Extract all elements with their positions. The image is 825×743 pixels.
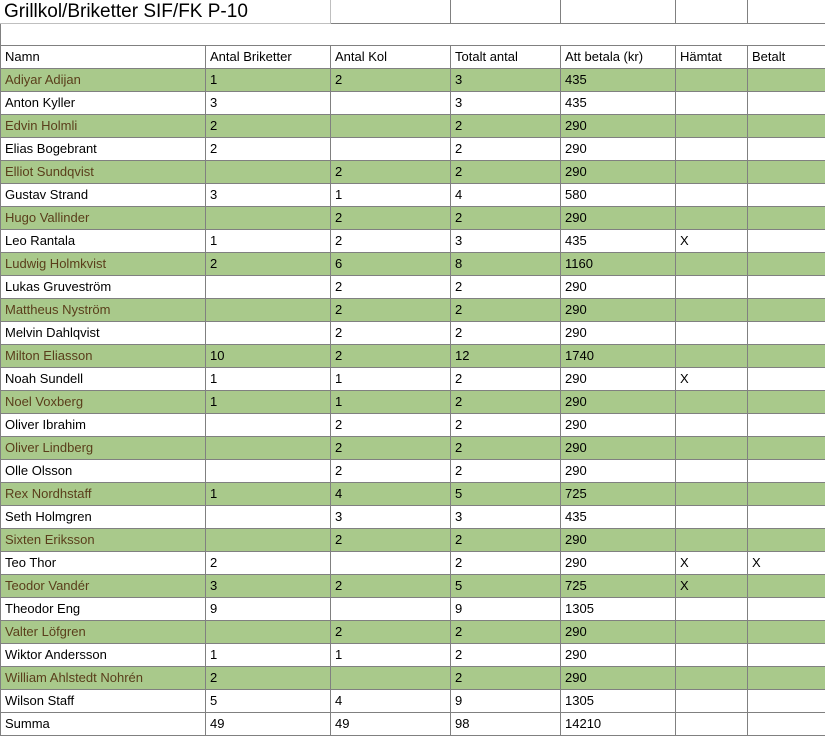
table-row[interactable] <box>1 460 825 483</box>
cell-att-betala[interactable]: 435 <box>561 230 676 253</box>
table-row[interactable] <box>1 115 825 138</box>
cell-totalt-antal[interactable]: 3 <box>451 506 561 529</box>
cell-betalt[interactable] <box>748 345 825 368</box>
table-row[interactable] <box>1 161 825 184</box>
cell-betalt[interactable] <box>748 207 825 230</box>
cell-antal-kol[interactable]: 2 <box>331 437 451 460</box>
cell-antal-kol[interactable]: 2 <box>331 575 451 598</box>
table-row[interactable] <box>1 253 825 276</box>
cell-hamtat[interactable] <box>676 644 748 667</box>
cell-namn[interactable]: Hugo Vallinder <box>1 207 206 230</box>
table-row[interactable] <box>1 207 825 230</box>
cell-namn[interactable]: Sixten Eriksson <box>1 529 206 552</box>
title-blank-cell-2[interactable] <box>451 1 561 24</box>
cell-antal-kol[interactable]: 2 <box>331 621 451 644</box>
cell-att-betala[interactable]: 290 <box>561 621 676 644</box>
cell-att-betala[interactable]: 1305 <box>561 598 676 621</box>
cell-namn[interactable]: Teo Thor <box>1 552 206 575</box>
cell-antal-briketter[interactable]: 1 <box>206 368 331 391</box>
cell-totalt-antal[interactable]: 2 <box>451 621 561 644</box>
table-row[interactable] <box>1 598 825 621</box>
table-row[interactable] <box>1 138 825 161</box>
cell-antal-kol[interactable]: 1 <box>331 644 451 667</box>
cell-namn[interactable]: Elias Bogebrant <box>1 138 206 161</box>
cell-totalt-antal[interactable]: 3 <box>451 230 561 253</box>
cell-hamtat[interactable] <box>676 506 748 529</box>
table-row[interactable] <box>1 621 825 644</box>
cell-namn[interactable]: Noah Sundell <box>1 368 206 391</box>
cell-betalt[interactable] <box>748 575 825 598</box>
cell-betalt[interactable] <box>748 483 825 506</box>
column-header-antal-kol[interactable]: Antal Kol <box>331 46 451 69</box>
cell-betalt[interactable] <box>748 69 825 92</box>
cell-totalt-antal[interactable]: 2 <box>451 276 561 299</box>
cell-att-betala[interactable]: 290 <box>561 460 676 483</box>
cell-totalt-antal[interactable]: 2 <box>451 644 561 667</box>
cell-namn[interactable]: Melvin Dahlqvist <box>1 322 206 345</box>
cell-totalt-antal[interactable]: 2 <box>451 115 561 138</box>
cell-betalt[interactable] <box>748 138 825 161</box>
cell-antal-briketter[interactable]: 1 <box>206 483 331 506</box>
cell-totalt-antal[interactable]: 4 <box>451 184 561 207</box>
cell-totalt-antal[interactable]: 2 <box>451 667 561 690</box>
cell-namn[interactable]: Elliot Sundqvist <box>1 161 206 184</box>
cell-hamtat[interactable]: X <box>676 368 748 391</box>
cell-namn[interactable]: Edvin Holmli <box>1 115 206 138</box>
cell-antal-briketter[interactable]: 3 <box>206 184 331 207</box>
cell-totalt-antal[interactable]: 2 <box>451 299 561 322</box>
cell-hamtat[interactable] <box>676 460 748 483</box>
cell-antal-briketter[interactable]: 3 <box>206 92 331 115</box>
cell-hamtat[interactable] <box>676 138 748 161</box>
cell-att-betala[interactable]: 435 <box>561 69 676 92</box>
cell-antal-briketter[interactable]: 9 <box>206 598 331 621</box>
cell-antal-kol[interactable]: 1 <box>331 368 451 391</box>
cell-antal-briketter[interactable]: 10 <box>206 345 331 368</box>
table-row[interactable] <box>1 414 825 437</box>
cell-betalt[interactable] <box>748 230 825 253</box>
cell-hamtat[interactable] <box>676 621 748 644</box>
cell-betalt[interactable] <box>748 598 825 621</box>
column-header-namn[interactable]: Namn <box>1 46 206 69</box>
cell-att-betala[interactable]: 290 <box>561 207 676 230</box>
cell-totalt-antal[interactable]: 9 <box>451 690 561 713</box>
cell-antal-briketter[interactable]: 1 <box>206 230 331 253</box>
page-title: Grillkol/Briketter SIF/FK P-10 <box>1 1 331 24</box>
table-row[interactable] <box>1 322 825 345</box>
table-row[interactable] <box>1 552 825 575</box>
cell-att-betala[interactable]: 290 <box>561 276 676 299</box>
cell-att-betala[interactable]: 725 <box>561 483 676 506</box>
cell-antal-briketter[interactable]: 1 <box>206 69 331 92</box>
cell-namn[interactable]: Ludwig Holmkvist <box>1 253 206 276</box>
cell-namn[interactable]: Olle Olsson <box>1 460 206 483</box>
cell-att-betala[interactable]: 1160 <box>561 253 676 276</box>
cell-betalt[interactable] <box>748 414 825 437</box>
summary-antal-kol[interactable]: 49 <box>331 713 451 736</box>
cell-att-betala[interactable]: 580 <box>561 184 676 207</box>
summary-antal-briketter[interactable]: 49 <box>206 713 331 736</box>
table-row[interactable] <box>1 667 825 690</box>
cell-namn[interactable]: Gustav Strand <box>1 184 206 207</box>
cell-totalt-antal[interactable]: 2 <box>451 552 561 575</box>
cell-antal-kol[interactable] <box>331 138 451 161</box>
table-row[interactable] <box>1 184 825 207</box>
cell-antal-kol[interactable]: 2 <box>331 207 451 230</box>
cell-antal-kol[interactable]: 2 <box>331 529 451 552</box>
cell-antal-kol[interactable] <box>331 667 451 690</box>
table-row[interactable] <box>1 506 825 529</box>
title-blank-cell-1[interactable] <box>331 1 451 24</box>
cell-betalt[interactable] <box>748 253 825 276</box>
cell-antal-kol[interactable] <box>331 552 451 575</box>
title-blank-cell-4[interactable] <box>676 1 748 24</box>
cell-totalt-antal[interactable]: 2 <box>451 207 561 230</box>
cell-antal-kol[interactable]: 2 <box>331 345 451 368</box>
cell-totalt-antal[interactable]: 2 <box>451 368 561 391</box>
cell-namn[interactable]: Rex Nordhstaff <box>1 483 206 506</box>
cell-hamtat[interactable] <box>676 667 748 690</box>
cell-hamtat[interactable]: X <box>676 575 748 598</box>
cell-antal-briketter[interactable]: 2 <box>206 138 331 161</box>
cell-betalt[interactable] <box>748 529 825 552</box>
cell-att-betala[interactable]: 725 <box>561 575 676 598</box>
cell-betalt[interactable] <box>748 437 825 460</box>
cell-betalt[interactable] <box>748 506 825 529</box>
cell-antal-kol[interactable] <box>331 115 451 138</box>
title-blank-cell-3[interactable] <box>561 1 676 24</box>
cell-betalt[interactable] <box>748 690 825 713</box>
cell-namn[interactable]: Oliver Lindberg <box>1 437 206 460</box>
table-row[interactable] <box>1 276 825 299</box>
cell-antal-kol[interactable]: 2 <box>331 276 451 299</box>
cell-att-betala[interactable]: 290 <box>561 322 676 345</box>
cell-namn[interactable]: Seth Holmgren <box>1 506 206 529</box>
cell-totalt-antal[interactable]: 2 <box>451 161 561 184</box>
cell-antal-briketter[interactable] <box>206 299 331 322</box>
cell-hamtat[interactable] <box>676 161 748 184</box>
cell-namn[interactable]: Mattheus Nyström <box>1 299 206 322</box>
table-row[interactable] <box>1 299 825 322</box>
cell-hamtat[interactable] <box>676 115 748 138</box>
cell-antal-briketter[interactable] <box>206 460 331 483</box>
cell-namn[interactable]: Milton Eliasson <box>1 345 206 368</box>
spacer-cell <box>1 24 825 46</box>
cell-totalt-antal[interactable]: 2 <box>451 138 561 161</box>
cell-totalt-antal[interactable]: 5 <box>451 575 561 598</box>
cell-antal-briketter[interactable] <box>206 161 331 184</box>
cell-hamtat[interactable] <box>676 322 748 345</box>
cell-namn[interactable]: William Ahlstedt Nohrén <box>1 667 206 690</box>
cell-antal-kol[interactable]: 2 <box>331 69 451 92</box>
cell-betalt[interactable] <box>748 667 825 690</box>
cell-antal-briketter[interactable]: 3 <box>206 575 331 598</box>
table-row[interactable] <box>1 437 825 460</box>
cell-att-betala[interactable]: 290 <box>561 299 676 322</box>
table-row[interactable] <box>1 230 825 253</box>
cell-antal-briketter[interactable] <box>206 207 331 230</box>
summary-att-betala[interactable]: 14210 <box>561 713 676 736</box>
cell-antal-kol[interactable]: 3 <box>331 506 451 529</box>
cell-att-betala[interactable]: 290 <box>561 391 676 414</box>
cell-hamtat[interactable] <box>676 598 748 621</box>
cell-totalt-antal[interactable]: 2 <box>451 391 561 414</box>
cell-antal-briketter[interactable] <box>206 506 331 529</box>
cell-namn[interactable]: Oliver Ibrahim <box>1 414 206 437</box>
cell-hamtat[interactable] <box>676 253 748 276</box>
cell-namn[interactable]: Wiktor Andersson <box>1 644 206 667</box>
cell-antal-kol[interactable]: 2 <box>331 322 451 345</box>
cell-hamtat[interactable] <box>676 207 748 230</box>
cell-antal-kol[interactable]: 2 <box>331 299 451 322</box>
cell-hamtat[interactable] <box>676 345 748 368</box>
table-row[interactable] <box>1 368 825 391</box>
cell-antal-briketter[interactable]: 2 <box>206 667 331 690</box>
cell-antal-briketter[interactable]: 1 <box>206 391 331 414</box>
cell-totalt-antal[interactable]: 3 <box>451 69 561 92</box>
cell-antal-kol[interactable]: 2 <box>331 414 451 437</box>
cell-hamtat[interactable] <box>676 483 748 506</box>
table-header-row <box>1 46 825 69</box>
cell-antal-kol[interactable]: 1 <box>331 391 451 414</box>
cell-antal-briketter[interactable]: 2 <box>206 253 331 276</box>
cell-antal-kol[interactable]: 2 <box>331 161 451 184</box>
cell-hamtat[interactable] <box>676 299 748 322</box>
cell-totalt-antal[interactable]: 3 <box>451 92 561 115</box>
column-header-antal-briketter[interactable]: Antal Briketter <box>206 46 331 69</box>
cell-hamtat[interactable] <box>676 529 748 552</box>
column-header-betalt[interactable]: Betalt <box>748 46 825 69</box>
cell-totalt-antal[interactable]: 2 <box>451 437 561 460</box>
cell-antal-kol[interactable]: 4 <box>331 483 451 506</box>
cell-namn[interactable]: Wilson Staff <box>1 690 206 713</box>
cell-antal-briketter[interactable]: 1 <box>206 644 331 667</box>
cell-betalt[interactable] <box>748 161 825 184</box>
cell-att-betala[interactable]: 435 <box>561 506 676 529</box>
cell-hamtat[interactable]: X <box>676 230 748 253</box>
cell-antal-kol[interactable]: 2 <box>331 230 451 253</box>
column-header-att-betala[interactable]: Att betala (kr) <box>561 46 676 69</box>
title-blank-cell-5[interactable] <box>748 1 825 24</box>
table-row[interactable] <box>1 391 825 414</box>
summary-hamtat[interactable] <box>676 713 748 736</box>
cell-antal-kol[interactable] <box>331 598 451 621</box>
cell-hamtat[interactable] <box>676 276 748 299</box>
cell-antal-kol[interactable]: 6 <box>331 253 451 276</box>
summary-label[interactable]: Summa <box>1 713 206 736</box>
cell-betalt[interactable]: X <box>748 552 825 575</box>
table-row[interactable] <box>1 575 825 598</box>
cell-antal-briketter[interactable]: 2 <box>206 115 331 138</box>
cell-namn[interactable]: Teodor Vandér <box>1 575 206 598</box>
cell-antal-kol[interactable]: 2 <box>331 460 451 483</box>
cell-betalt[interactable] <box>748 299 825 322</box>
cell-betalt[interactable] <box>748 644 825 667</box>
cell-namn[interactable]: Theodor Eng <box>1 598 206 621</box>
cell-antal-kol[interactable]: 1 <box>331 184 451 207</box>
table-row[interactable] <box>1 644 825 667</box>
summary-row <box>1 713 825 736</box>
table-row[interactable] <box>1 529 825 552</box>
cell-totalt-antal[interactable]: 2 <box>451 414 561 437</box>
cell-att-betala[interactable]: 1740 <box>561 345 676 368</box>
cell-att-betala[interactable]: 290 <box>561 138 676 161</box>
cell-totalt-antal[interactable]: 2 <box>451 529 561 552</box>
cell-antal-briketter[interactable]: 5 <box>206 690 331 713</box>
cell-betalt[interactable] <box>748 391 825 414</box>
column-header-hamtat[interactable]: Hämtat <box>676 46 748 69</box>
cell-att-betala[interactable]: 290 <box>561 437 676 460</box>
cell-antal-briketter[interactable] <box>206 437 331 460</box>
cell-namn[interactable]: Valter Löfgren <box>1 621 206 644</box>
cell-namn[interactable]: Leo Rantala <box>1 230 206 253</box>
cell-antal-briketter[interactable] <box>206 276 331 299</box>
cell-namn[interactable]: Lukas Gruveström <box>1 276 206 299</box>
cell-totalt-antal[interactable]: 12 <box>451 345 561 368</box>
cell-att-betala[interactable]: 290 <box>561 115 676 138</box>
table-row[interactable] <box>1 483 825 506</box>
table-row[interactable] <box>1 69 825 92</box>
summary-betalt[interactable] <box>748 713 825 736</box>
summary-totalt-antal[interactable]: 98 <box>451 713 561 736</box>
cell-betalt[interactable] <box>748 621 825 644</box>
cell-hamtat[interactable] <box>676 437 748 460</box>
cell-att-betala[interactable]: 435 <box>561 92 676 115</box>
cell-betalt[interactable] <box>748 460 825 483</box>
cell-att-betala[interactable]: 1305 <box>561 690 676 713</box>
cell-betalt[interactable] <box>748 92 825 115</box>
cell-namn[interactable]: Adiyar Adijan <box>1 69 206 92</box>
cell-hamtat[interactable] <box>676 69 748 92</box>
cell-betalt[interactable] <box>748 115 825 138</box>
cell-betalt[interactable] <box>748 184 825 207</box>
cell-totalt-antal[interactable]: 8 <box>451 253 561 276</box>
cell-hamtat[interactable] <box>676 414 748 437</box>
cell-betalt[interactable] <box>748 276 825 299</box>
cell-antal-briketter[interactable] <box>206 621 331 644</box>
cell-hamtat[interactable]: X <box>676 552 748 575</box>
table-row[interactable] <box>1 92 825 115</box>
column-header-totalt-antal[interactable]: Totalt antal <box>451 46 561 69</box>
cell-att-betala[interactable]: 290 <box>561 161 676 184</box>
cell-att-betala[interactable]: 290 <box>561 667 676 690</box>
cell-hamtat[interactable] <box>676 184 748 207</box>
cell-att-betala[interactable]: 290 <box>561 644 676 667</box>
cell-att-betala[interactable]: 290 <box>561 414 676 437</box>
cell-att-betala[interactable]: 290 <box>561 368 676 391</box>
cell-totalt-antal[interactable]: 2 <box>451 460 561 483</box>
cell-totalt-antal[interactable]: 9 <box>451 598 561 621</box>
cell-hamtat[interactable] <box>676 391 748 414</box>
table-row[interactable] <box>1 690 825 713</box>
cell-totalt-antal[interactable]: 2 <box>451 322 561 345</box>
title-row <box>1 1 825 24</box>
cell-betalt[interactable] <box>748 322 825 345</box>
cell-totalt-antal[interactable]: 5 <box>451 483 561 506</box>
cell-antal-briketter[interactable] <box>206 529 331 552</box>
cell-betalt[interactable] <box>748 368 825 391</box>
spacer-row <box>1 24 825 46</box>
cell-hamtat[interactable] <box>676 690 748 713</box>
cell-hamtat[interactable] <box>676 92 748 115</box>
cell-att-betala[interactable]: 290 <box>561 552 676 575</box>
cell-antal-kol[interactable]: 4 <box>331 690 451 713</box>
cell-antal-briketter[interactable] <box>206 322 331 345</box>
cell-antal-briketter[interactable]: 2 <box>206 552 331 575</box>
table-row[interactable] <box>1 345 825 368</box>
cell-namn[interactable]: Noel Voxberg <box>1 391 206 414</box>
cell-antal-briketter[interactable] <box>206 414 331 437</box>
cell-att-betala[interactable]: 290 <box>561 529 676 552</box>
cell-namn[interactable]: Anton Kyller <box>1 92 206 115</box>
cell-antal-kol[interactable] <box>331 92 451 115</box>
